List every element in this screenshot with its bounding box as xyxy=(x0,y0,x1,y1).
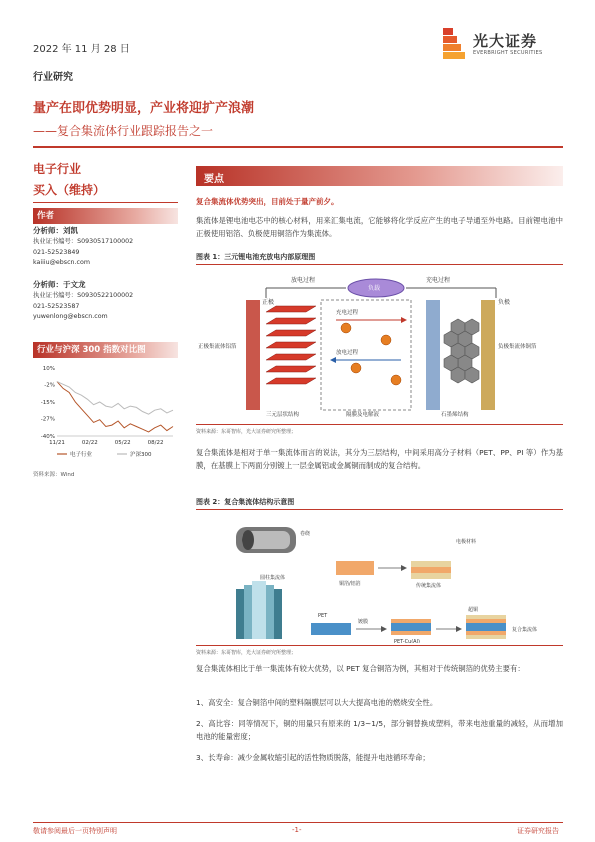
keypoints-label: 要点 xyxy=(204,174,224,185)
sidebar-divider xyxy=(33,202,178,203)
analyst-email[interactable]: yuwenlong@ebscn.com xyxy=(33,313,108,321)
fig1-right-label: 负极集流体铜箔 xyxy=(498,344,537,350)
paragraph-3: 复合集流体相比于单一集流体有较大优势，以 PET 复合铜箔为例，其相对于传统铜箔的优势主要有： xyxy=(196,664,525,673)
industry-name: 电子行业 xyxy=(33,162,82,176)
fig2-label-j: 超铜 xyxy=(468,607,479,613)
x-tick-label: 02/22 xyxy=(81,440,98,446)
footer-divider xyxy=(33,822,563,823)
y-tick-label: 10% xyxy=(42,366,55,372)
figure-2-diagram xyxy=(196,513,563,643)
fig2-label-c: 铜箔/铝箔 xyxy=(339,581,361,587)
y-tick-label: -27% xyxy=(40,416,55,423)
index-comparison-chart xyxy=(33,360,178,474)
fig1-negative-label: 负极 xyxy=(498,299,511,306)
keypoints-bar xyxy=(196,166,563,186)
figure-1-title: 图表 1：三元锂电池充放电内部原理图 xyxy=(196,252,563,265)
series-line xyxy=(57,382,173,432)
y-tick-label: -2% xyxy=(44,382,55,389)
analyst-email[interactable]: kaiiiu@ebscn.com xyxy=(33,259,90,267)
footer-brand: 证券研究报告 xyxy=(517,827,559,835)
paragraph-1: 集流体是锂电池电芯中的核心材料，用来汇集电流，它能够将化学反应产生的电子导通至外电路。目前锂电池中正极使用铝箔、负极使用铜箔作为集流体。 xyxy=(196,216,563,238)
figure-1-diagram xyxy=(196,268,563,420)
chart-heading: 行业与沪深 300 指数对比图 xyxy=(33,342,178,358)
analyst-cert: 执业证书编号：S0930522100002 xyxy=(33,291,134,299)
fig2-label-i: 复合集流体 xyxy=(512,627,538,633)
paragraph-2: 复合集流体是相对于单一集流体而言的说法，其分为三层结构，中间采用高分子材料（PET、PP、PI 等）作为基膜，在基膜上下两面分别镀上一层金属铝或金属铜而制成的复合结构。 xyxy=(196,448,563,470)
advantage-item-3: 3、长寿命：减少金属收缩引起的活性物质脱落，能提升电池循环寿命； xyxy=(196,753,430,762)
fig2-label-f: PET xyxy=(318,613,328,619)
figure-1-source: 资料来源：东哥智库，光大证券研究所整理； xyxy=(196,424,563,435)
figure-2-title: 图表 2：复合集流体结构示意图 xyxy=(196,497,563,510)
analyst-phone: 021-52523849 xyxy=(33,248,80,256)
fig2-label-b: 圆柱集流体 xyxy=(260,575,286,581)
fig2-label-h: PET-Cu(Al) xyxy=(394,639,420,643)
x-tick-label: 08/22 xyxy=(147,440,164,446)
fig2-label-g: 镀膜 xyxy=(358,619,369,625)
fig1-discharge-label: 放电过程 xyxy=(291,277,316,284)
fig2-label-e: 电极材料 xyxy=(456,539,477,545)
header-divider xyxy=(33,146,563,148)
fig2-label-d: 传统集流体 xyxy=(416,583,442,589)
analyst-card xyxy=(33,280,178,323)
y-tick-label: -40% xyxy=(40,434,55,440)
fig1-bottom-left: 三元层状结构 xyxy=(266,412,300,418)
advantage-item-1: 1、高安全：复合铜箔中间的塑料隔膜层可以大大提高电池的燃烧安全性。 xyxy=(196,698,438,707)
fig1-bottom-mid: 隔膜及电解液 xyxy=(346,412,380,418)
x-tick-label: 05/22 xyxy=(114,440,131,446)
fig1-left-label: 正极集流体铝箔 xyxy=(198,344,237,350)
fig1-charge-inner: 充电过程 xyxy=(336,310,359,316)
analyst-name: 分析师：刘凯 xyxy=(33,226,78,235)
logo-mark-icon xyxy=(443,28,465,60)
logo-en-text: EVERBRIGHT SECURITIES xyxy=(473,50,543,56)
report-subtitle: ——复合集流体行业跟踪报告之一 xyxy=(33,124,214,138)
report-category: 行业研究 xyxy=(33,72,73,83)
footer-disclaimer[interactable]: 敬请参阅最后一页特别声明 xyxy=(33,827,117,835)
report-title: 量产在即优势明显，产业将迎扩产浪潮 xyxy=(33,101,255,116)
highlight-text: 复合集流体优势突出，目前处于量产前夕。 xyxy=(196,197,339,206)
analyst-cert: 执业证书编号：S0930517100002 xyxy=(33,237,134,245)
figure-2-source: 资料来源：东哥智库，光大证券研究所整理； xyxy=(196,645,563,656)
y-tick-label: -15% xyxy=(40,400,55,406)
analyst-name: 分析师：于文龙 xyxy=(33,280,86,289)
chart-source: 资料来源：Wind xyxy=(33,472,75,478)
analyst-phone: 021-52523587 xyxy=(33,302,80,310)
fig2-label-a: 卷绕 xyxy=(300,531,311,537)
fig1-charge-label: 充电过程 xyxy=(426,277,451,284)
series-line xyxy=(57,382,173,415)
fig1-positive-label: 正极 xyxy=(262,299,275,306)
fig1-bottom-right: 石墨烯结构 xyxy=(441,412,469,418)
fig1-load-label: 负载 xyxy=(368,285,381,292)
report-date: 2022 年 11 月 28 日 xyxy=(33,44,130,55)
logo-cn-text: 光大证券 xyxy=(473,32,538,50)
analyst-card xyxy=(33,226,178,269)
advantage-item-2: 2、高比容：同等情况下，铜的用量只有原来的 1/3~1/5，部分铜替换成塑料，带来电池重量的减轻，从而增加电池的能量密度； xyxy=(196,719,563,741)
fig1-discharge-inner: 放电过程 xyxy=(336,350,359,356)
x-tick-label: 11/21 xyxy=(49,440,65,446)
rating-label: 买入（维持） xyxy=(33,183,106,197)
authors-heading: 作者 xyxy=(33,208,178,224)
line-chart-svg xyxy=(33,360,178,470)
company-logo xyxy=(443,28,563,62)
legend-label: 电子行业 xyxy=(70,452,93,458)
page-number: -1- xyxy=(292,826,302,834)
legend-label: 沪深300 xyxy=(130,452,152,458)
